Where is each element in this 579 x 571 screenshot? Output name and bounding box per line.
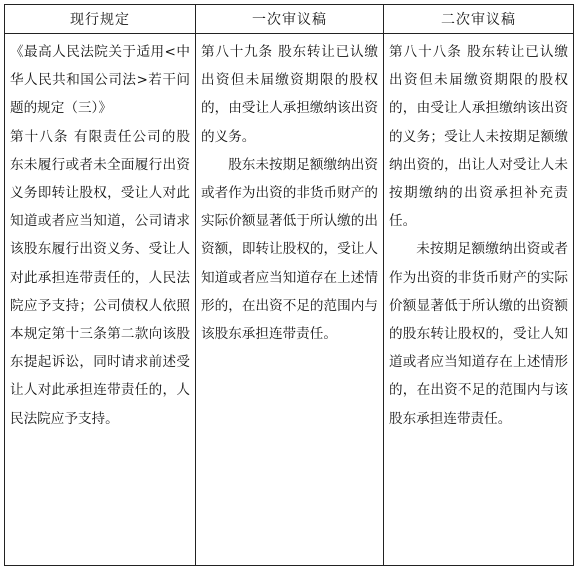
first-draft-article-89: 第八十九条 股东转让已认缴出资但未届缴资期限的股权的，由受让人承担缴纳该出资的义务。	[201, 44, 378, 145]
first-draft-paragraph-2: 股东未按期足额缴纳出资或者作为出资的非货币财产的实际价额显著低于所认缴的出资额，即转让股权的，受让人知道或者应当知道存在上述情形的，在出资不足的范围内与该股东承担连带责任。	[201, 156, 378, 343]
header-current-rules: 现行规定	[5, 5, 196, 34]
current-rules-article-18: 第十八条 有限责任公司的股东未履行或者未全面履行出资义务即转让股权，受让人对此知道或者应当知道，公司请求该股东履行出资义务、受让人对此承担连带责任的，人民法院应予支持；公司债权人依照本规定第十三条第二款向该股东提起诉讼，同时请求前述受让人对此承担连带责任的，人民法院应予支持。	[10, 128, 190, 427]
second-draft-article-88: 第八十八条 股东转让已认缴出资但未届缴资期限的股权的，由受让人承担缴纳该出资的义务；受让人未按期足额缴纳出资的，出让人对受让人未按期缴纳的出资承担补充责任。	[389, 44, 568, 230]
cell-second-draft	[384, 34, 574, 566]
header-row	[5, 5, 574, 34]
cell-first-draft	[196, 34, 384, 566]
second-draft-paragraph-2: 未按期足额缴纳出资或者作为出资的非货币财产的实际价额显著低于所认缴的出资额的股东转让股权的，受让人知道或者应当知道存在上述情形的，在出资不足的范围内与该股东承担连带责任。	[389, 241, 568, 427]
header-second-draft: 二次审议稿	[384, 5, 574, 34]
header-first-draft: 一次审议稿	[196, 5, 384, 34]
comparison-table	[4, 4, 574, 566]
cell-current-rules	[5, 34, 196, 566]
content-row	[5, 34, 574, 566]
current-rules-title: 《最高人民法院关于适用<中华人民共和国公司法>若干问题的规定（三）》	[10, 44, 190, 117]
